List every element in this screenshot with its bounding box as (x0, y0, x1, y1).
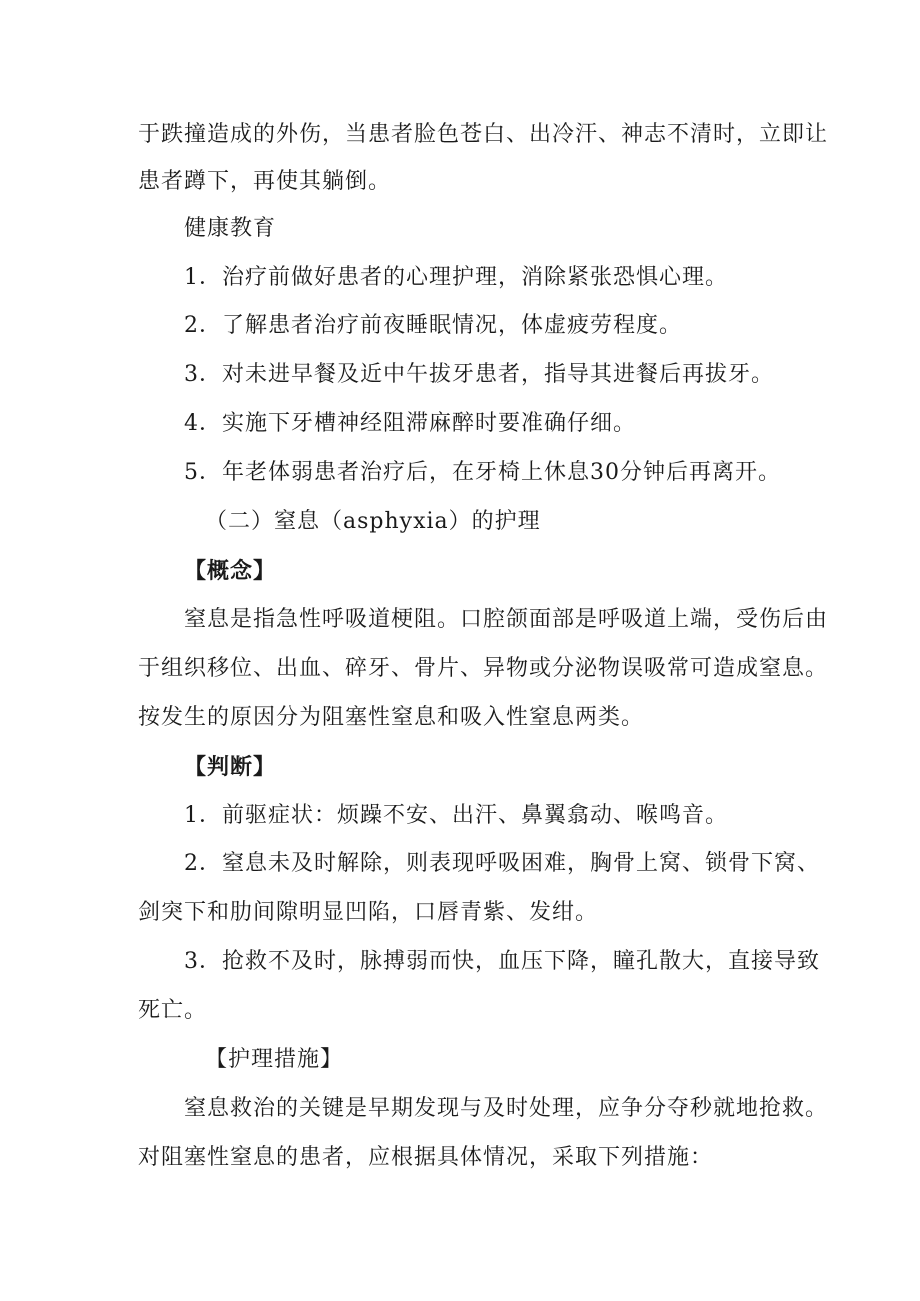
paragraph-line: 患者蹲下，再使其躺倒。 (138, 169, 392, 194)
paragraph-line: 窒息是指急性呼吸道梗阻。口腔颌面部是呼吸道上端，受伤后由 (184, 607, 829, 632)
paragraph-line: 于跌撞造成的外伤，当患者脸色苍白、出冷汗、神志不清时，立即让 (138, 122, 829, 147)
list-item: 5．年老体弱患者治疗后，在牙椅上休息30分钟后再离开。 (184, 460, 781, 485)
heading-nursing-measures: 【护理措施】 (205, 1047, 344, 1072)
heading-concept: 【概念】 (184, 558, 277, 584)
list-item: 2．窒息未及时解除，则表现呼吸困难，胸骨上窝、锁骨下窝、 (184, 851, 820, 876)
paragraph-line: 对阻塞性窒息的患者，应根据具体情况，采取下列措施： (138, 1145, 714, 1170)
list-item-continuation: 剑突下和肋间隙明显凹陷，口唇青紫、发绀。 (138, 900, 599, 925)
list-item: 3．抢救不及时，脉搏弱而快，血压下降，瞳孔散大，直接导致 (184, 949, 820, 974)
list-item: 2．了解患者治疗前夜睡眠情况，体虚疲劳程度。 (184, 313, 682, 338)
section-heading: （二）窒息（asphyxia）的护理 (205, 509, 541, 534)
list-item-continuation: 死亡。 (138, 998, 208, 1023)
heading-judgement: 【判断】 (184, 754, 277, 780)
heading-health-education: 健康教育 (184, 216, 277, 241)
list-item: 3．对未进早餐及近中午拔牙患者，指导其进餐后再拔牙。 (184, 362, 774, 387)
list-item: 1．治疗前做好患者的心理护理，消除紧张恐惧心理。 (184, 265, 728, 290)
list-item: 1．前驱症状：烦躁不安、出汗、鼻翼翕动、喉鸣音。 (184, 803, 728, 828)
paragraph-line: 窒息救治的关键是早期发现与及时处理，应争分夺秒就地抢救。 (184, 1096, 829, 1121)
paragraph-line: 于组织移位、出血、碎牙、骨片、异物或分泌物误吸常可造成窒息。 (138, 656, 829, 681)
list-item: 4．实施下牙槽神经阻滞麻醉时要准确仔细。 (184, 411, 636, 436)
paragraph-line: 按发生的原因分为阻塞性窒息和吸入性窒息两类。 (138, 705, 645, 730)
